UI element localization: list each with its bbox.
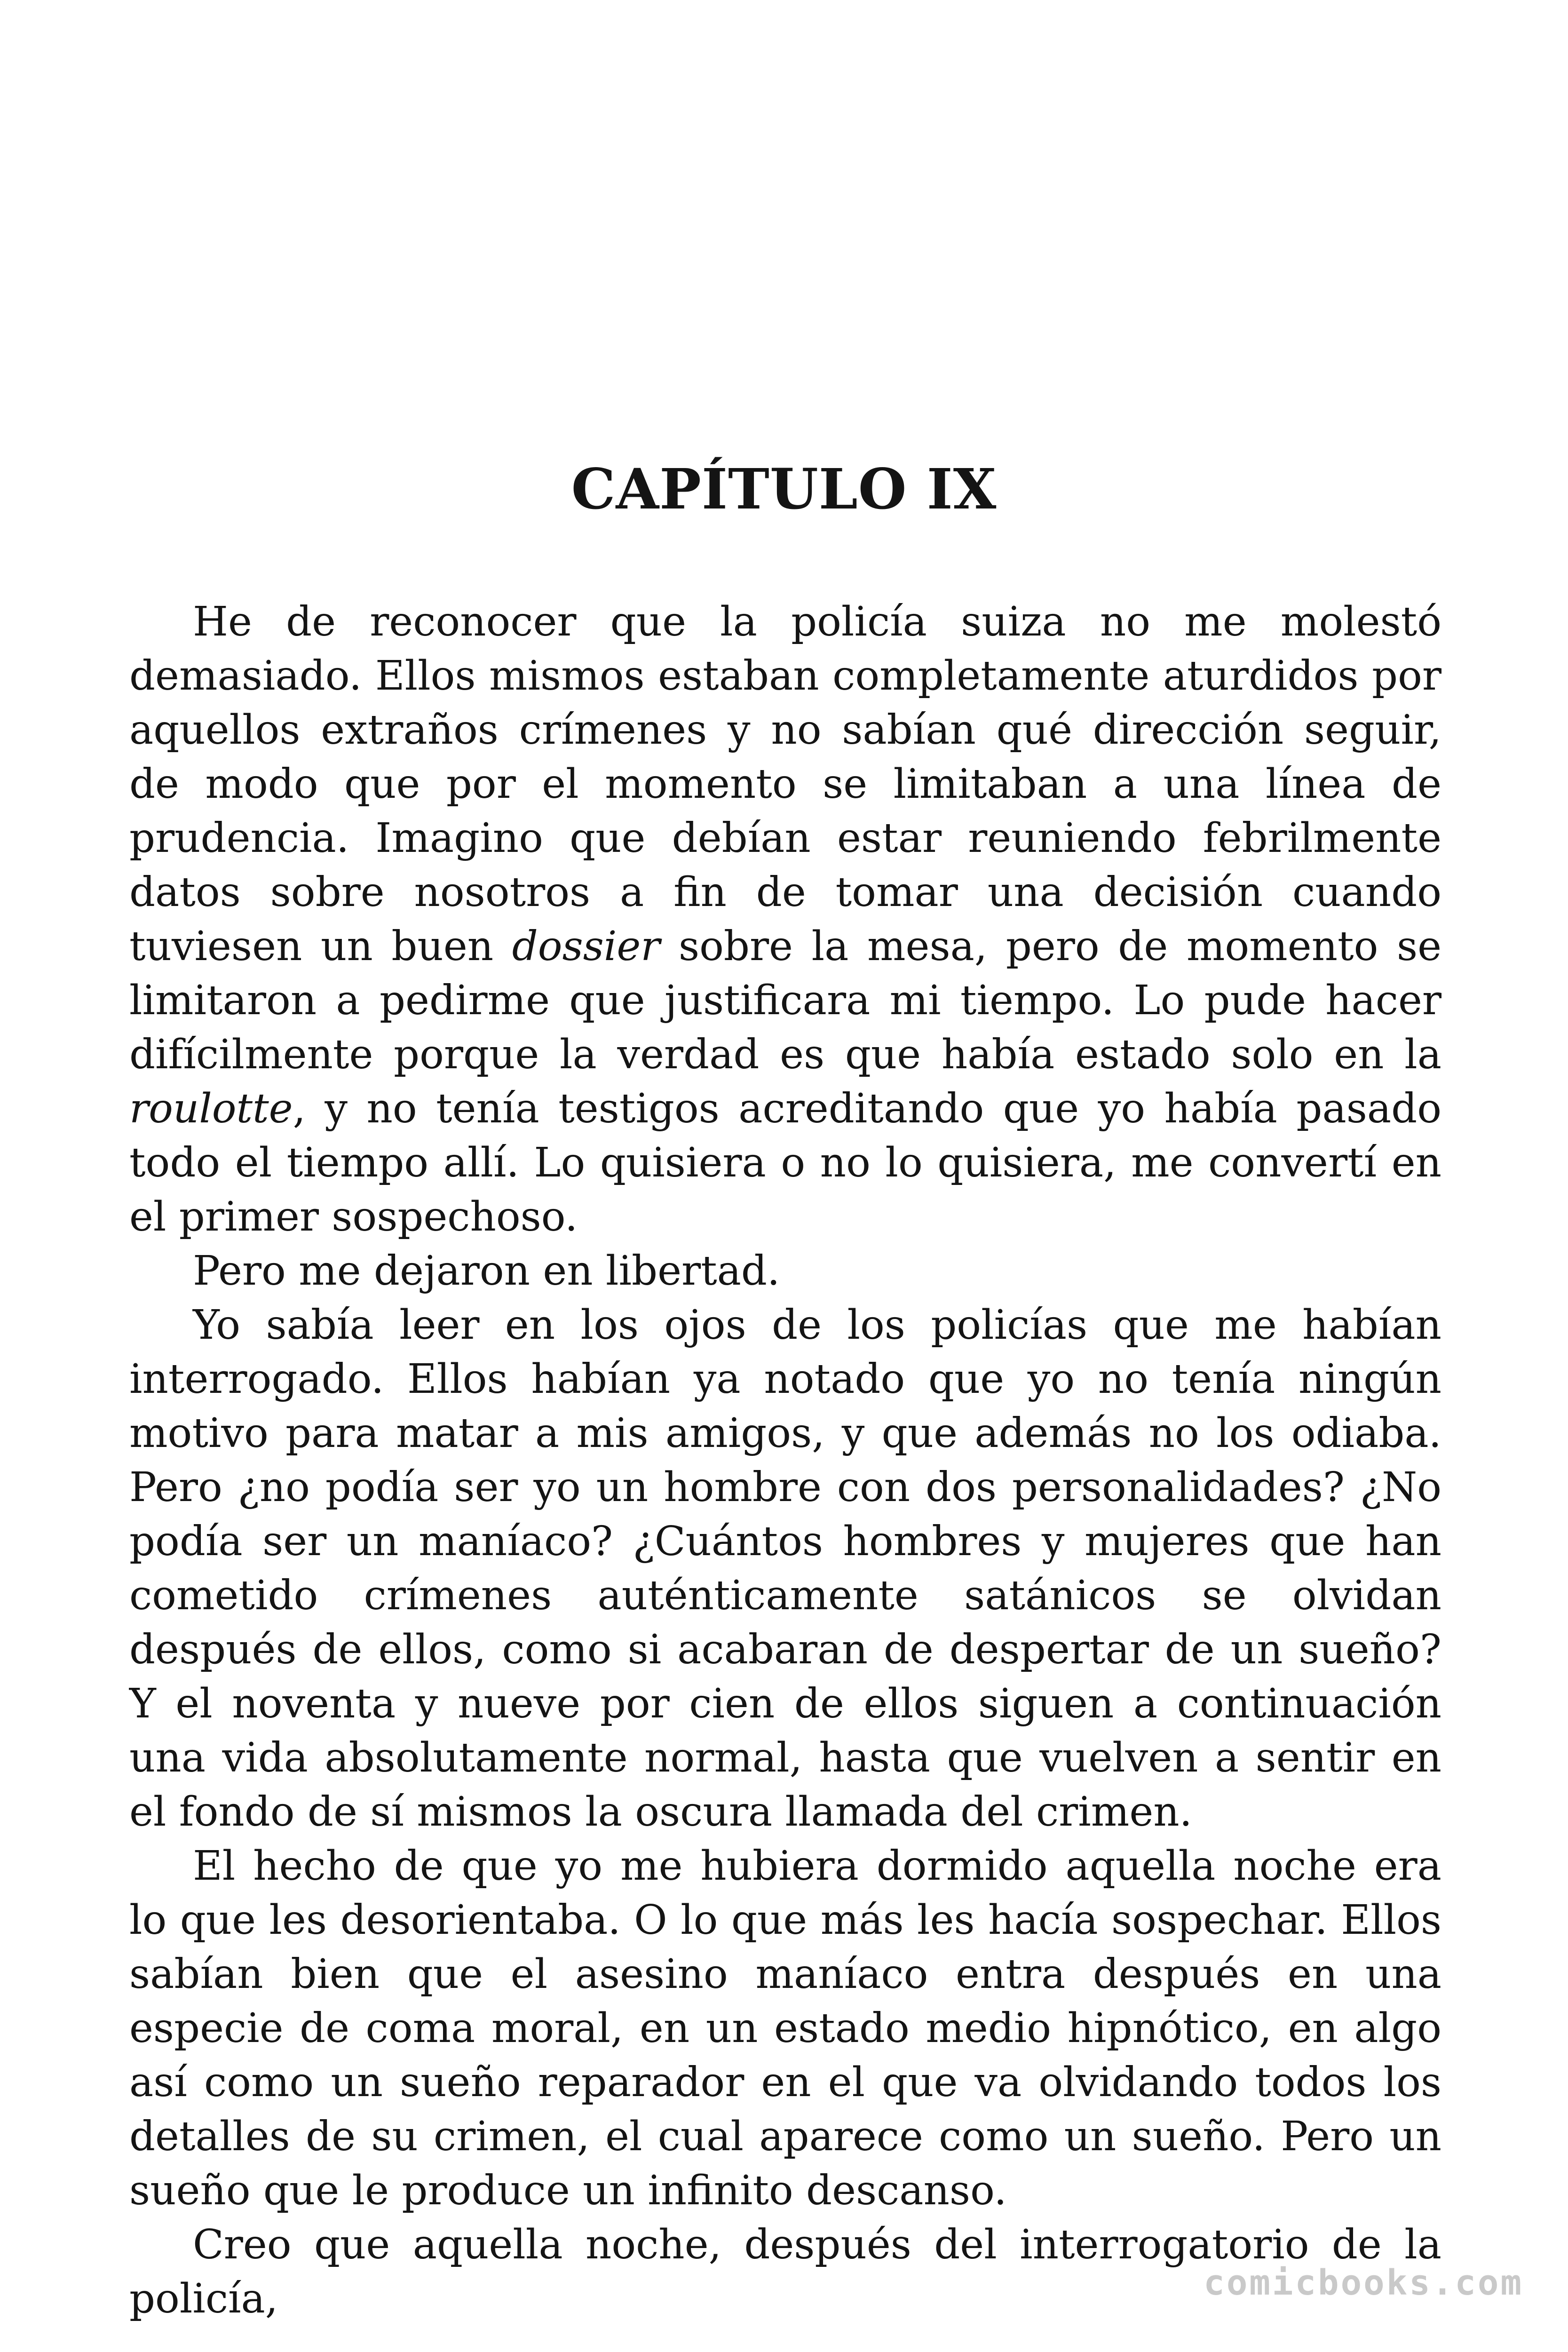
text-segment: He de reconocer que la policía suiza no me molestó demasiado. Ellos mismos estaban completamente aturdidos por aquellos extraños crímenes y no sabían qué dirección seguir, de modo que por el momento se limitaban a una línea de prudencia. Imagino que debían estar reuniendo febrilmente datos sobre nosotros a fin de tomar una decisión cuando tuviesen un buen: [129, 598, 1441, 970]
text-segment: sobre la mesa, pero de momento se limitaron a pedirme que justificara mi tiempo. Lo pude hacer difícilmente porque la verdad es que había estado solo en la: [129, 923, 1442, 1078]
paragraph: [129, 1839, 1441, 2218]
watermark: comicbooks.com: [1204, 2263, 1523, 2303]
italic-term: dossier: [512, 923, 660, 970]
text-segment: Pero me dejaron en libertad.: [193, 1248, 780, 1295]
paragraph: [129, 1298, 1441, 1839]
chapter-body: [129, 595, 1441, 2326]
paragraph: [129, 595, 1441, 1244]
text-segment: Creo que aquella noche, después del interrogatorio de la policía,: [129, 2221, 1441, 2322]
text-segment: Yo sabía leer en los ojos de los policías que me habían interrogado. Ellos habían ya notado que yo no tenía ningún motivo para matar a mis amigos, y que además no los odiaba. Pero ¿no podía ser yo un hombre con dos personalidades? ¿No podía ser un maníaco? ¿Cuántos hombres y mujeres que han cometido crímenes auténticamente satánicos se olvidan después de ellos, como si acabaran de despertar de un sueño? Y el noventa y nueve por cien de ellos siguen a continuación una vida absolutamente normal, hasta que vuelven a sentir en el fondo de sí mismos la oscura llamada del crimen.: [129, 1302, 1441, 1836]
text-segment: , y no tenía testigos acreditando que yo había pasado todo el tiempo allí. Lo quisiera o no lo quisiera, me convertí en el primer sospechoso.: [129, 1085, 1441, 1240]
chapter-title: CAPÍTULO IX: [571, 456, 997, 522]
text-segment: El hecho de que yo me hubiera dormido aquella noche era lo que les desorientaba. O lo que más les hacía sospechar. Ellos sabían bien que el asesino maníaco entra después en una especie de coma moral, en un estado medio hipnótico, en algo así como un sueño reparador en el que va olvidando todos los detalles de su crimen, el cual aparece como un sueño. Pero un sueño que le produce un infinito descanso.: [129, 1843, 1441, 2214]
paragraph: [129, 1244, 1441, 1298]
italic-term: roulotte: [129, 1085, 293, 1132]
